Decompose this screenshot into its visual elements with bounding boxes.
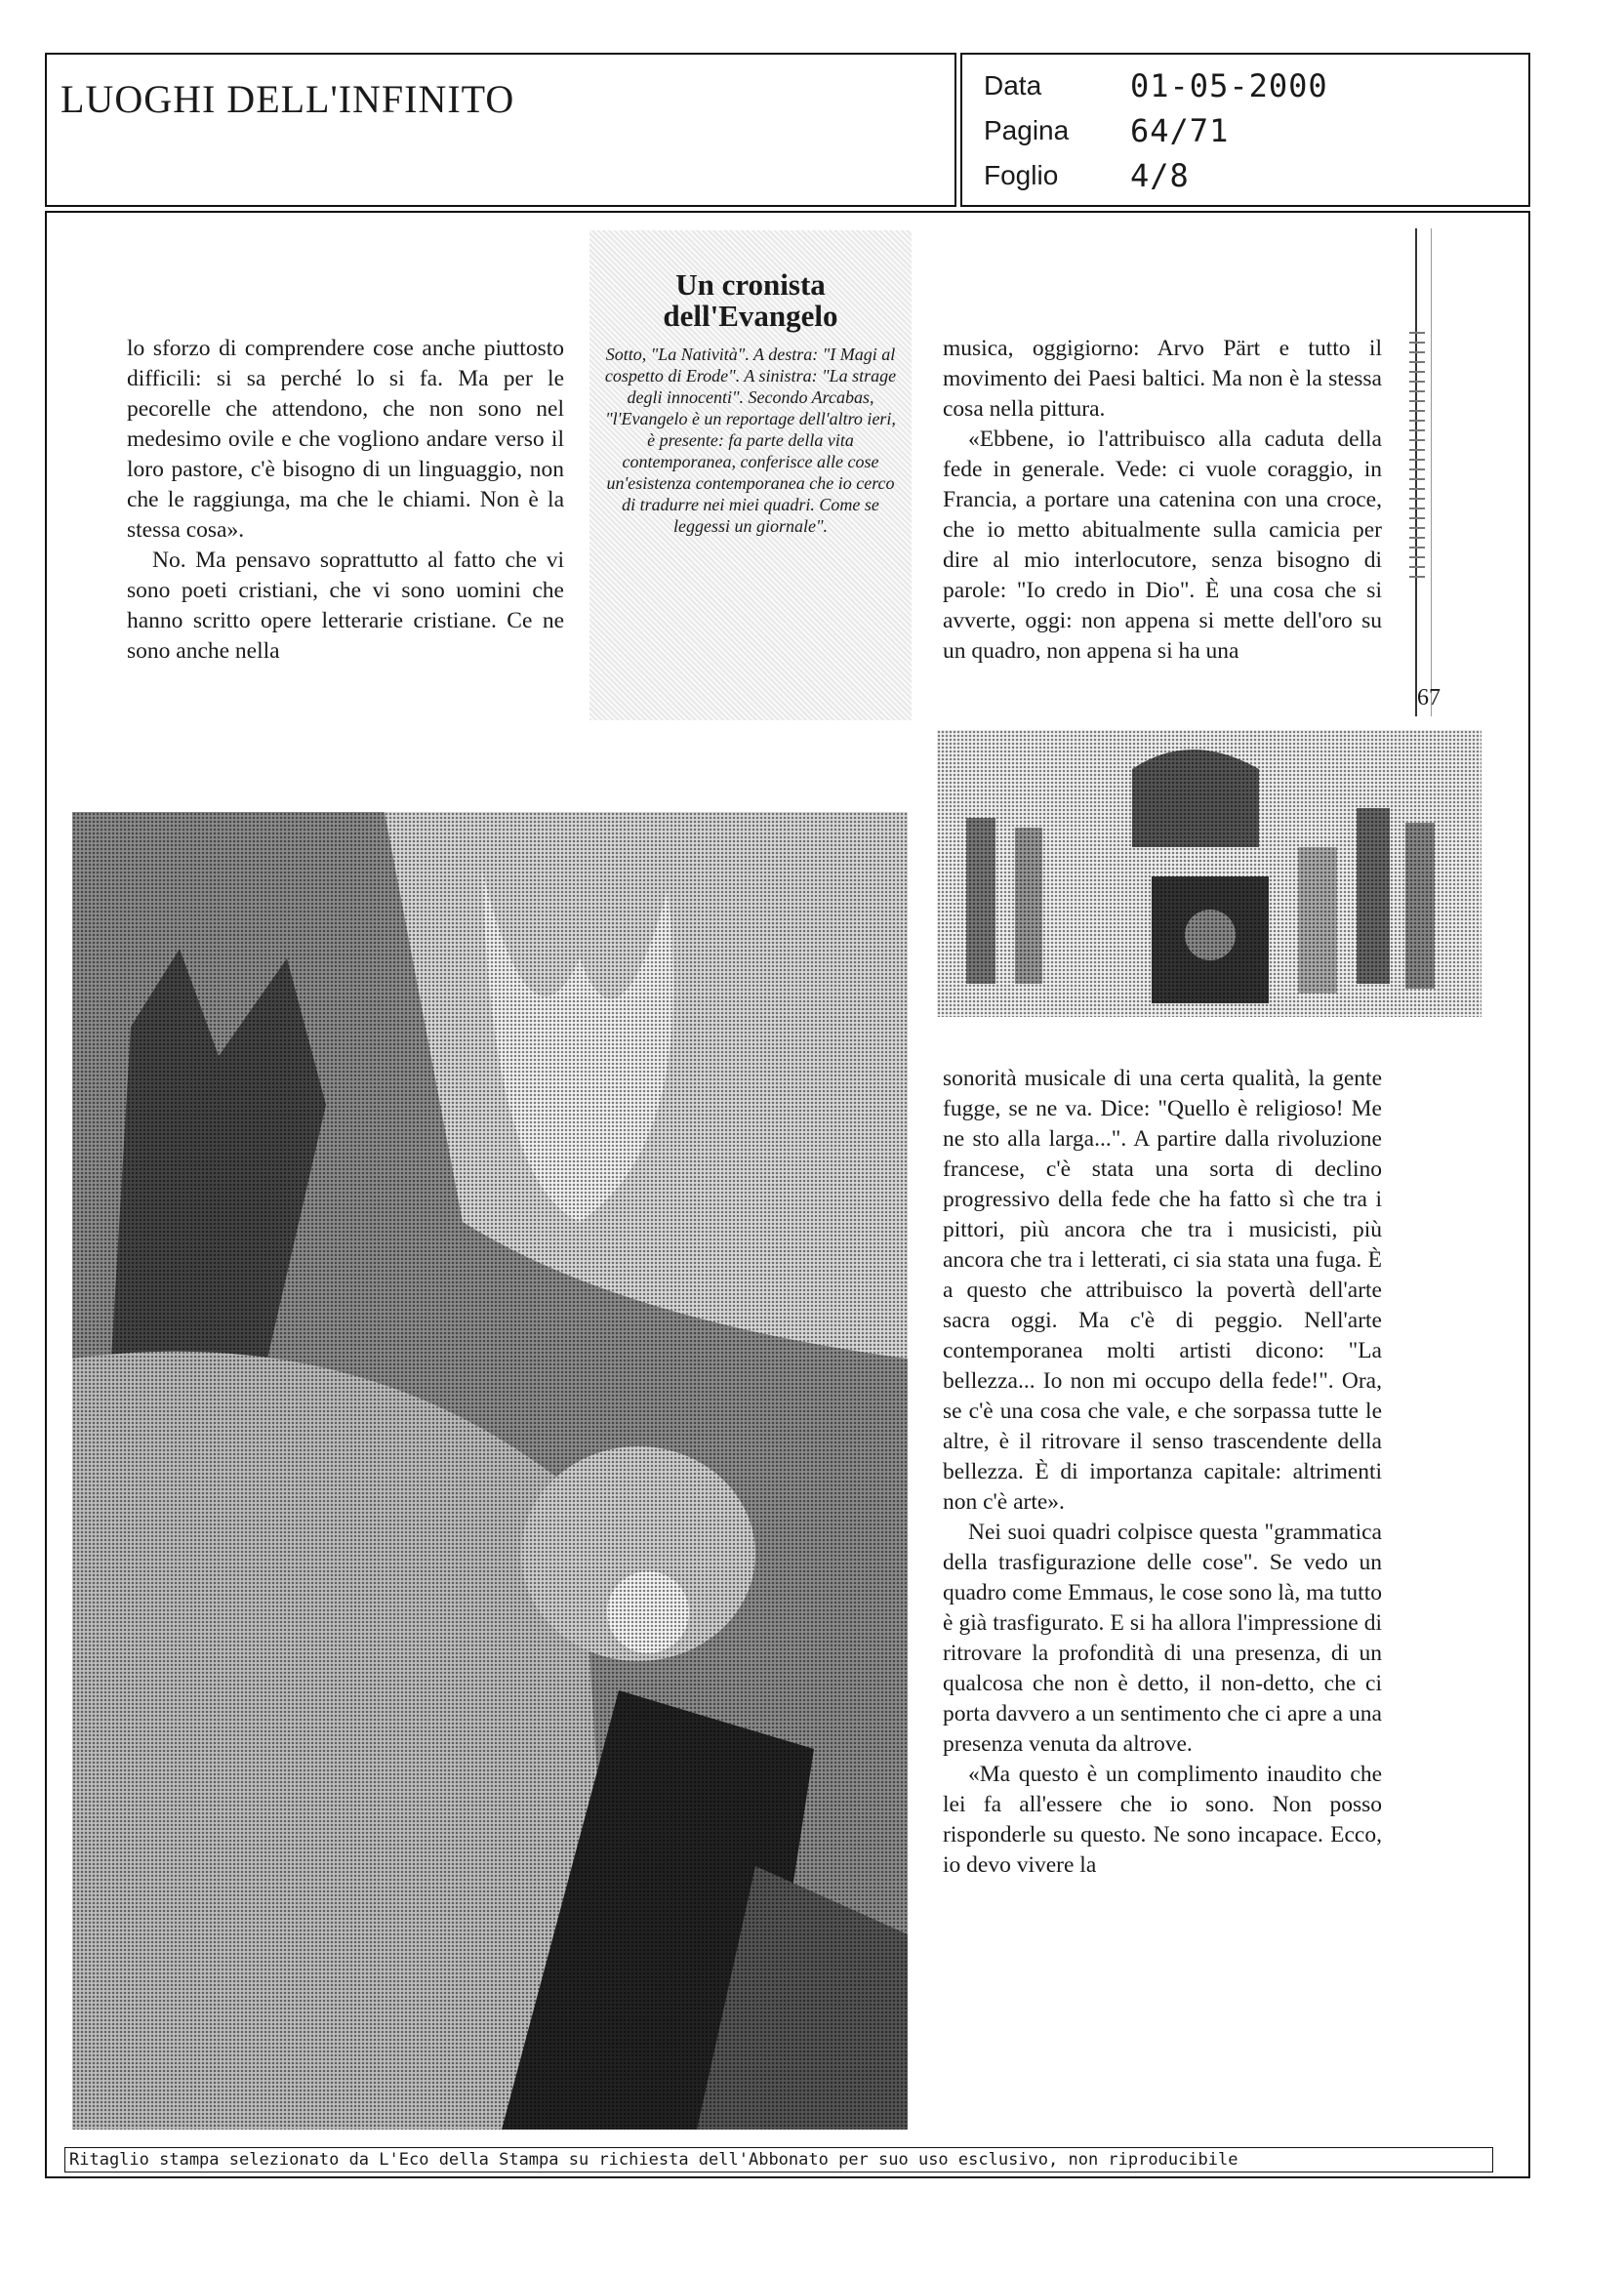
meta-label: Data bbox=[984, 70, 1042, 101]
photo-magi-herod bbox=[937, 730, 1482, 1017]
vertical-rule-marks bbox=[1409, 332, 1425, 586]
meta-value: 01-05-2000 bbox=[1130, 67, 1328, 104]
sidebar-title bbox=[589, 269, 912, 332]
article-left-column bbox=[127, 334, 564, 667]
meta-row-page bbox=[984, 109, 1229, 152]
article-right-column-bottom bbox=[943, 1064, 1382, 1881]
meta-value: 4/8 bbox=[1130, 157, 1190, 194]
sidebar-caption: Sotto, "La Natività". A destra: "I Magi al cospetto di Erode". A sinistra: "La strage degli innocenti". Secondo Arcabas, "l'Evangelo è un reportage dell'altro ieri, è presente: fa parte della vita contemporanea, conferisce alle cose un'esistenza contemporanea che io cerco di tradurre nei miei quadri. Come se leggessi un giornale". bbox=[604, 345, 897, 536]
meta-row-sheet bbox=[984, 154, 1190, 197]
footer-disclaimer: Ritaglio stampa selezionato da L'Eco della Stampa su richiesta dell'Abbonato per suo uso esclusivo, non riproducibile bbox=[64, 2147, 1493, 2172]
meta-label: Pagina bbox=[984, 115, 1070, 145]
paragraph: lo sforzo di comprendere cose anche piuttosto difficili: si sa perché lo si fa. Ma per le pecorelle che attendono, che non sono nel medesimo ovile e che vogliono andare verso il loro pastore, c'è bisogno di un linguaggio, non che le raggiunga, ma che le chiami. Non è la stessa cosa». bbox=[127, 336, 564, 543]
paragraph: «Ebbene, io l'attribuisco alla caduta della fede in generale. Vede: ci vuole coraggio, in Francia, a portare una catenina con una croce, che io metto abitualmente sulla camicia per dire al mio interlocutore, senza bisogno di parole: "Io credo in Dio". È una cosa che si avverte, oggi: non appena si mette dell'oro su un quadro, non appena si ha una bbox=[943, 426, 1382, 664]
publication-title: LUOGHI DELL'INFINITO bbox=[61, 77, 515, 121]
paragraph: No. Ma pensavo soprattutto al fatto che vi sono poeti cristiani, che vi sono uomini che hanno scritto opere letterarie cristiane. Ce ne sono anche nella bbox=[127, 548, 564, 664]
photo-nativity bbox=[72, 812, 908, 2130]
halftone-overlay bbox=[937, 730, 1482, 1017]
sidebar-title-line: dell'Evangelo bbox=[663, 299, 838, 333]
halftone-overlay bbox=[72, 812, 908, 2130]
paragraph: Nei suoi quadri colpisce questa "grammatica della trasfigurazione delle cose". Se vedo un quadro come Emmaus, le cose sono là, ma tutto è già trasfigurato. E si ha allora l'impressione di ritrovare la profondità di una presenza, di un qualcosa che non è detto, il non-detto, che ci porta davvero a un sentimento che ci apre a una presenza venuta da altrove. bbox=[943, 1520, 1382, 1757]
header-meta-box bbox=[960, 53, 1530, 207]
page-number: 67 bbox=[1417, 685, 1441, 711]
article-right-column-top bbox=[943, 334, 1382, 667]
paragraph: musica, oggigiorno: Arvo Pärt e tutto il movimento dei Paesi baltici. Ma non è la stessa cosa nella pittura. bbox=[943, 336, 1382, 422]
meta-row-date bbox=[984, 64, 1328, 107]
meta-label: Foglio bbox=[984, 160, 1059, 190]
sidebar-box bbox=[589, 230, 912, 720]
paragraph: sonorità musicale di una certa qualità, la gente fugge, se ne va. Dice: "Quello è religioso! Me ne sto alla larga...". A partire dalla rivoluzione francese, c'è stata una sorta di declino progressivo della fede che ha fatto sì che tra i pittori, più ancora che tra i musicisti, più ancora che tra i letterati, ci sia stata una fuga. È a questo che attribuisco la povertà dell'arte sacra oggi. Ma c'è di peggio. Nell'arte contemporanea molti artisti dicono: "La bellezza... Io non mi occupo della fede!". Ora, se c'è una cosa che vale, e che sorpassa tutte le altre, è il ritrovare il senso trascendente della bellezza. È di importanza capitale: altrimenti non c'è arte». bbox=[943, 1066, 1382, 1515]
paragraph: «Ma questo è un complimento inaudito che lei fa all'essere che io sono. Non posso risponderle su questo. Ne sono incapace. Ecco, io devo vivere la bbox=[943, 1762, 1382, 1878]
sidebar-title-line: Un cronista bbox=[675, 267, 826, 302]
meta-value: 64/71 bbox=[1130, 112, 1230, 149]
